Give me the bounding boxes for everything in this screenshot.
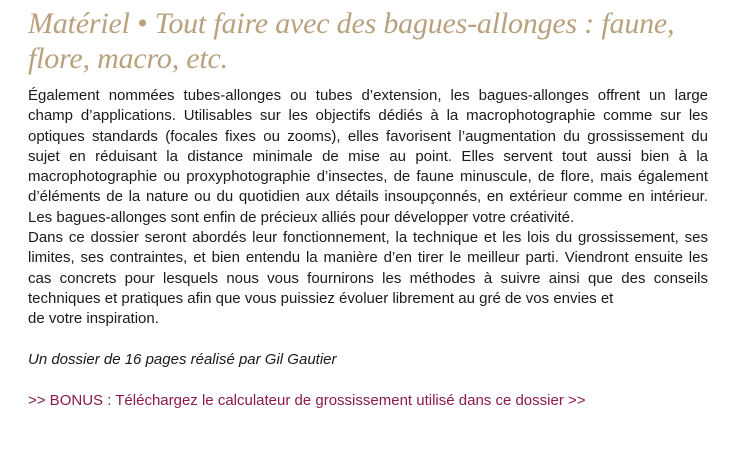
- article-body: [28, 86, 708, 330]
- content-paragraph: Dans ce dossier seront abordés leur fonctionnement, la technique et les lois du grossissement, ses limites, ses contraintes, et bien entendu la manière d’en tirer le meilleur parti. Viendront ensuite les cas concrets pour lesquels nous vous fournirons les méthodes à suivre ainsi que des conseils techniques et pratiques afin que vous puissiez évoluer librement au gré de vos envies et: [28, 229, 708, 307]
- article: [28, 6, 708, 411]
- content-paragraph-end: de votre inspiration.: [28, 310, 159, 328]
- bonus-download-link[interactable]: >> BONUS : Téléchargez le calculateur de grossissement utilisé dans ce dossier >>: [28, 391, 586, 409]
- author-credit: Un dossier de 16 pages réalisé par Gil Gautier: [28, 350, 337, 368]
- intro-paragraph: Également nommées tubes-allonges ou tubes d’extension, les bagues-allonges offrent un large champ d’applications. Utilisables sur les objectifs dédiés à la macrophotographie comme sur les optiques standards (focales fixes ou zooms), elles favorisent l’augmentation du grossissement du sujet en réduisant la distance minimale de mise au point. Elles servent tout aussi bien à la macrophotographie ou proxyphotographie d’insectes, de faune minuscule, de flore, mais également d’éléments de la nature ou du quotidien aux détails insoupçonnés, en extérieur comme en intérieur. Les bagues-allonges sont enfin de précieux alliés pour développer votre créativité.: [28, 87, 708, 226]
- article-title: Matériel • Tout faire avec des bagues-allonges : faune, flore, macro, etc.: [28, 7, 675, 75]
